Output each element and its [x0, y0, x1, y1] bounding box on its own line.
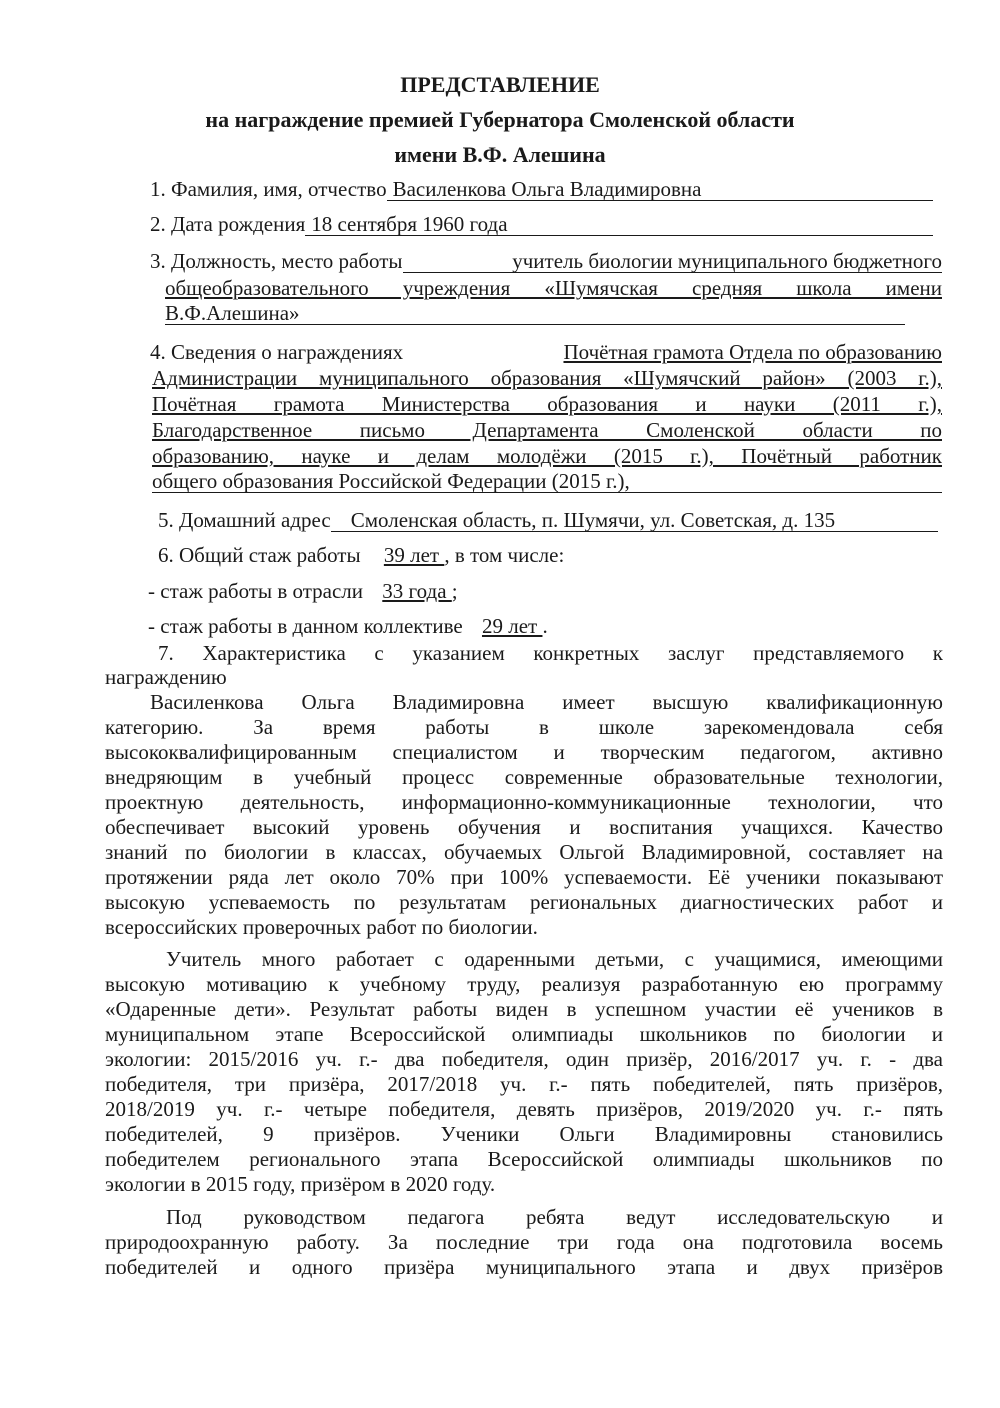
paragraph-line: муниципальном этапе Всероссийской олимпиады школьников по биологии и: [105, 1022, 943, 1046]
field-industry-experience: [148, 579, 986, 604]
field-team-label: - стаж работы в данном коллективе: [148, 614, 463, 638]
field-total-label: 6. Общий стаж работы: [158, 543, 361, 567]
field-awards-line-2: Администрации муниципального образования «Шумячский район» (2003 г.),: [152, 366, 942, 390]
section-7-heading: 7. Характеристика с указанием конкретных заслуг представляемого к: [158, 641, 943, 665]
paragraph-line: экологии: 2015/2016 уч. г.- два победителя, один призёр, 2016/2017 уч. г. - два: [105, 1047, 943, 1071]
section-7-heading-cont: награждению: [105, 665, 227, 689]
paragraph-line: категорию. За время работы в школе зарекомендовала себя: [105, 715, 943, 739]
paragraph-line: природоохранную работу. За последние три года она подготовила восемь: [105, 1230, 943, 1254]
paragraph-line: обеспечивает высокий уровень обучения и воспитания учащихся. Качество: [105, 815, 943, 839]
field-position-line-3-wrap: [165, 302, 905, 325]
field-industry-suffix: ;: [451, 579, 458, 603]
field-position-line-1: учитель биологии муниципального бюджетного: [512, 249, 942, 273]
paragraph-line: победителей, 9 призёров. Ученики Ольги Владимировны становились: [105, 1122, 943, 1146]
field-team-experience: [148, 614, 986, 639]
field-position-value-line: [403, 250, 943, 273]
field-industry-value: 33 года: [382, 579, 452, 603]
document-subtitle: на награждение премией Губернатора Смоленской области: [205, 107, 795, 132]
paragraph-line: Василенкова Ольга Владимировна имеет высшую квалификационную: [150, 690, 943, 714]
paragraph-line: внедряющим в учебный процесс современные образовательные технологии,: [105, 765, 943, 789]
field-awards-line-4: Благодарственное письмо Департамента Смоленской области по: [152, 418, 942, 442]
field-total-experience: [158, 543, 996, 568]
field-position: [150, 249, 942, 274]
field-awards-line-6: общего образования Российской Федерации (2015 г.),: [152, 469, 630, 493]
field-position-label: 3. Должность, место работы: [150, 249, 403, 273]
field-total-suffix: , в том числе:: [444, 543, 565, 567]
field-name-label: 1. Фамилия, имя, отчество: [150, 177, 387, 201]
field-awards-line-5: образованию, науке и делам молодёжи (2015 г.), Почётный работник: [152, 444, 942, 468]
paragraph-line: проектную деятельность, информационно-коммуникационные технологии, что: [105, 790, 943, 814]
field-awards-line-1: Почётная грамота Отдела по образованию: [563, 340, 942, 364]
paragraph-line: высококвалифицированным специалистом и творческим педагогом, активно: [105, 740, 943, 764]
field-name: [150, 177, 933, 202]
field-name-value-line: [387, 178, 933, 201]
paragraph-line: высокую мотивацию к учебному труду, реализуя разработанную ею программу: [105, 972, 943, 996]
paragraph-line: Под руководством педагога ребята ведут исследовательскую и: [166, 1205, 943, 1229]
paragraph-line: победителей и одного призёра муниципального этапа и двух призёров: [105, 1255, 943, 1279]
paragraph-line: высокую успеваемость по результатам региональных диагностических работ и: [105, 890, 943, 914]
field-industry-label: - стаж работы в отрасли: [148, 579, 364, 603]
field-awards-line-6-wrap: [152, 470, 942, 493]
document-title: ПРЕДСТАВЛЕНИЕ: [400, 72, 600, 97]
field-team-suffix: .: [542, 614, 548, 638]
field-team-value: 29 лет: [481, 614, 543, 638]
field-position-line-3: В.Ф.Алешина»: [165, 301, 300, 325]
field-birth-value: 18 сентября 1960 года: [311, 212, 508, 236]
paragraph-line: «Одаренные дети». Результат работы виден в успешном участии её учеников в: [105, 997, 943, 1021]
field-awards-label: 4. Сведения о награждениях: [150, 340, 404, 364]
field-awards: [150, 340, 942, 365]
field-position-line-2: общеобразовательного учреждения «Шумячская средняя школа имени: [165, 276, 942, 300]
field-address-value: Смоленская область, п. Шумячи, ул. Советская, д. 135: [350, 508, 836, 532]
paragraph-line: Учитель много работает с одаренными детьми, с учащимися, имеющими: [166, 947, 943, 971]
paragraph-line: победителем регионального этапа Всероссийской олимпиады школьников по: [105, 1147, 943, 1171]
paragraph-line: всероссийских проверочных работ по биологии.: [105, 915, 538, 939]
field-address-value-line: [331, 509, 938, 532]
document-subtitle-2: имени В.Ф. Алешина: [394, 142, 606, 167]
paragraph-line: знаний по биологии в классах, обучаемых Ольгой Владимировной, составляет на: [105, 840, 943, 864]
field-address-label: 5. Домашний адрес: [158, 508, 331, 532]
field-awards-line-3: Почётная грамота Министерства образования и науки (2011 г.),: [152, 392, 942, 416]
field-address: [158, 508, 938, 533]
field-birth: [150, 212, 933, 237]
field-birth-value-line: [305, 213, 933, 236]
paragraph-line: 2018/2019 уч. г.- четыре победителя, девять призёров, 2019/2020 уч. г.- пять: [105, 1097, 943, 1121]
field-birth-label: 2. Дата рождения: [150, 212, 306, 236]
field-total-value: 39 лет: [383, 543, 445, 567]
paragraph-line: экологии в 2015 году, призёром в 2020 году.: [105, 1172, 496, 1196]
paragraph-line: протяжении ряда лет около 70% при 100% успеваемости. Её ученики показывают: [105, 865, 943, 889]
paragraph-line: победителя, три призёра, 2017/2018 уч. г.- пять победителей, пять призёров,: [105, 1072, 943, 1096]
field-name-value: Василенкова Ольга Владимировна: [392, 177, 702, 201]
